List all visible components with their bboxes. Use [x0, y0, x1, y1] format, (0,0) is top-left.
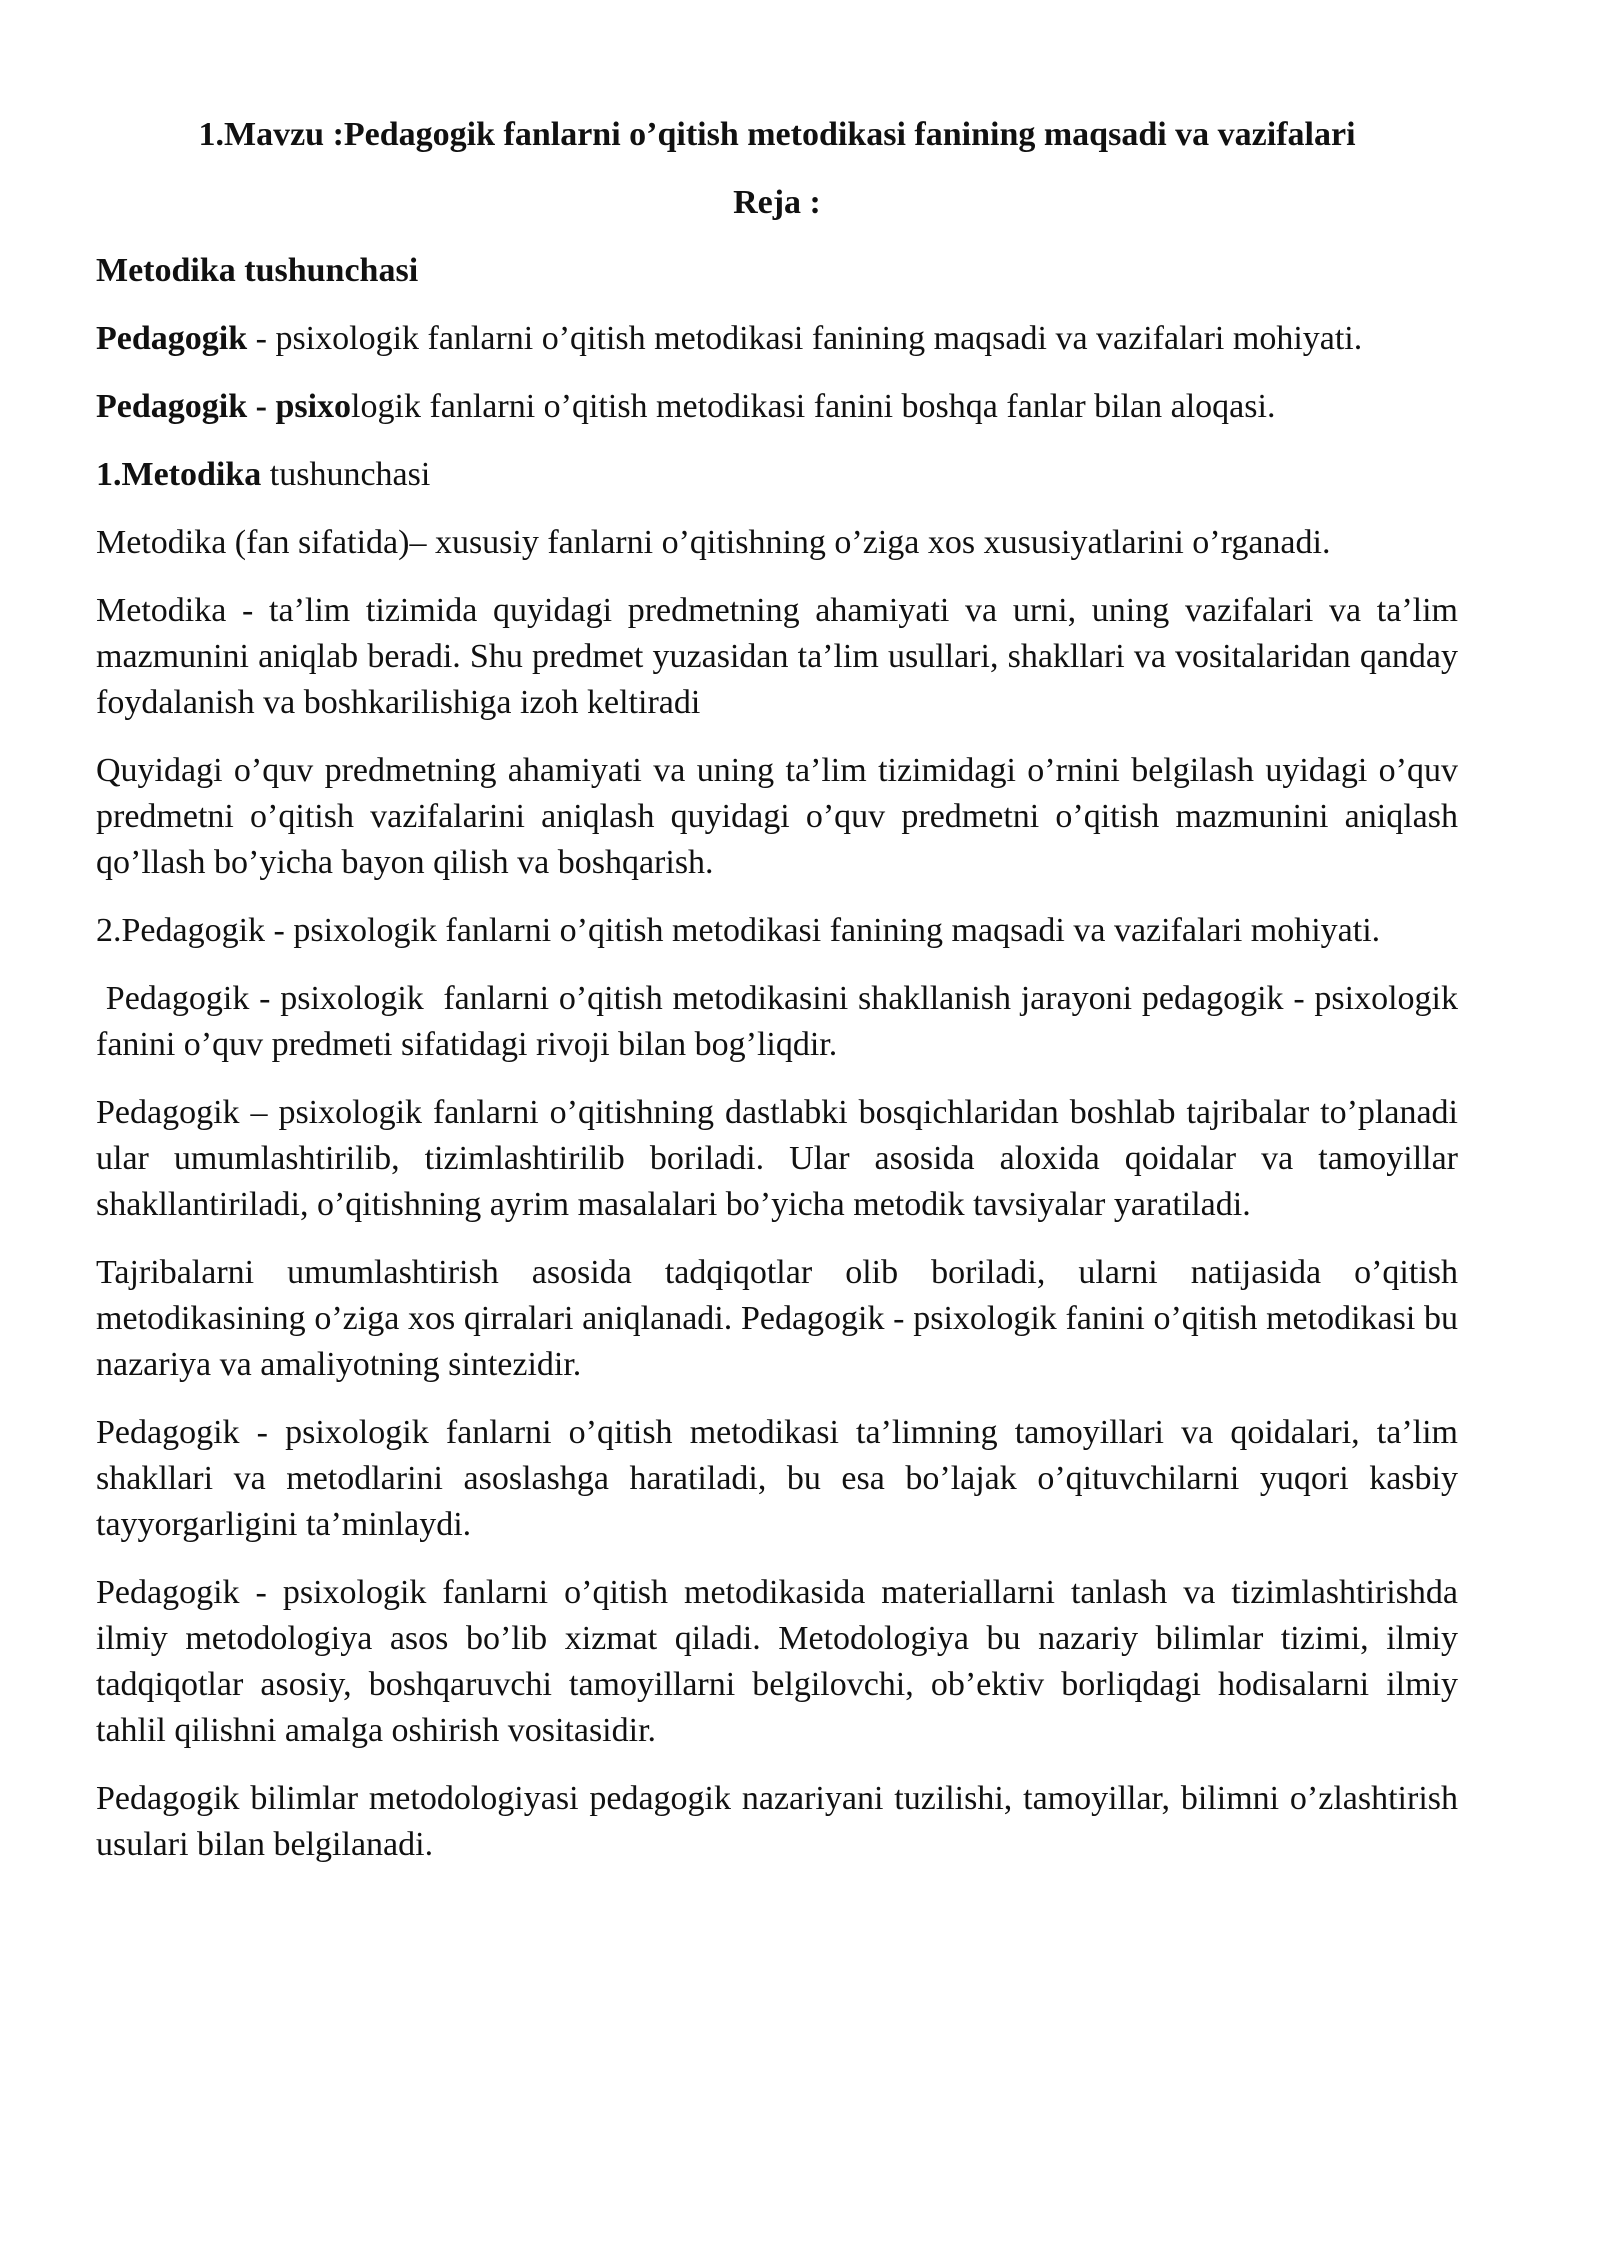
plan-item-2-bold: Pedagogik — [96, 320, 248, 357]
document-title: 1.Mavzu :Pedagogik fanlarni o’qitish metodikasi fanining maqsadi va vazifalari — [198, 116, 1356, 153]
paragraph: Pedagogik - psixologik fanlarni o’qitish metodikasini shakllanish jarayoni pedagogik - psixologik fanini o’quv predmeti sifatidagi rivoji bilan bog’liqdir. — [96, 980, 1467, 1063]
plan-item-3 — [96, 384, 1458, 430]
document-page — [96, 112, 1467, 1890]
paragraph: Quyidagi o’quv predmetning ahamiyati va uning ta’lim tizimidagi o’rnini belgilash uyidagi o’quv predmetni o’qitish vazifalarini aniqlash quyidagi o’quv predmetni o’qitish mazmunini aniqlash qo’llash bo’yicha bayon qilish va boshqarish. — [96, 752, 1458, 881]
paragraph: Metodika (fan sifatida)– xususiy fanlarni o’qitishning o’ziga xos xususiyatlarini o’rganadi. — [96, 524, 1331, 561]
paragraph: Pedagogik – psixologik fanlarni o’qitishning dastlabki bosqichlaridan boshlab tajribalar to’planadi ular umumlashtirilib, tizimlashtirilib boriladi. Ular asosida aloxida qoidalar va tamoyillar shakllantiriladi, o’qitishning ayrim masalalari bo’yicha metodik tavsiyalar yaratiladi. — [96, 1094, 1458, 1223]
paragraph: Pedagogik - psixologik fanlarni o’qitish metodikasida materiallarni tanlash va tizimlashtirishda ilmiy metodologiya asos bo’lib xizmat qiladi. Metodologiya bu nazariy bilimlar tizimi, ilmiy tadqiqotlar asosiy, boshqaruvchi tamoyillarni belgilovchi, ob’ektiv borliqdagi hodisalarni ilmiy tahlil qilishni amalga oshirish vositasidir. — [96, 1574, 1458, 1749]
plan-heading: Metodika tushunchasi — [96, 252, 419, 289]
plan-item-3-text: logik fanlarni o’qitish metodikasi fanini boshqa fanlar bilan aloqasi. — [351, 388, 1276, 425]
paragraph: Pedagogik bilimlar metodologiyasi pedagogik nazariyani tuzilishi, tamoyillar, bilimni o’zlashtirish usulari bilan belgilanadi. — [96, 1780, 1458, 1863]
paragraph: Pedagogik - psixologik fanlarni o’qitish metodikasi ta’limning tamoyillari va qoidalari, ta’lim shakllari va metodlarini asoslashga haratiladi, bu esa bo’lajak o’qituvchilarni yuqori kasbiy tayyorgarligini ta’minlaydi. — [96, 1414, 1458, 1543]
paragraph: Metodika - ta’lim tizimida quyidagi predmetning ahamiyati va urni, uning vazifalari va ta’lim mazmunini aniqlab beradi. Shu predmet yuzasidan ta’lim usullari, shakllari va vositalaridan qanday foydalanish va boshkarilishiga izoh keltiradi — [96, 592, 1458, 721]
section-1-heading-text: tushunchasi — [261, 456, 431, 493]
plan-item-2-text: - psixologik fanlarni o’qitish metodikasi fanining maqsadi va vazifalari mohiyati. — [247, 320, 1363, 357]
section-1-heading-bold: 1.Metodika — [96, 456, 262, 493]
plan-item-3-bold: Pedagogik - psixo — [96, 388, 352, 425]
paragraph: 2.Pedagogik - psixologik fanlarni o’qitish metodikasi fanining maqsadi va vazifalari mohiyati. — [96, 912, 1381, 949]
plan-label: Reja : — [733, 184, 821, 221]
paragraph: Tajribalarni umumlashtirish asosida tadqiqotlar olib boriladi, ularni natijasida o’qitish metodikasining o’ziga xos qirralari aniqlanadi. Pedagogik - psixologik fanini o’qitish metodikasi bu nazariya va amaliyotning sintezidir. — [96, 1254, 1458, 1383]
plan-item-2 — [96, 316, 1458, 362]
section-1-heading — [96, 452, 1458, 498]
